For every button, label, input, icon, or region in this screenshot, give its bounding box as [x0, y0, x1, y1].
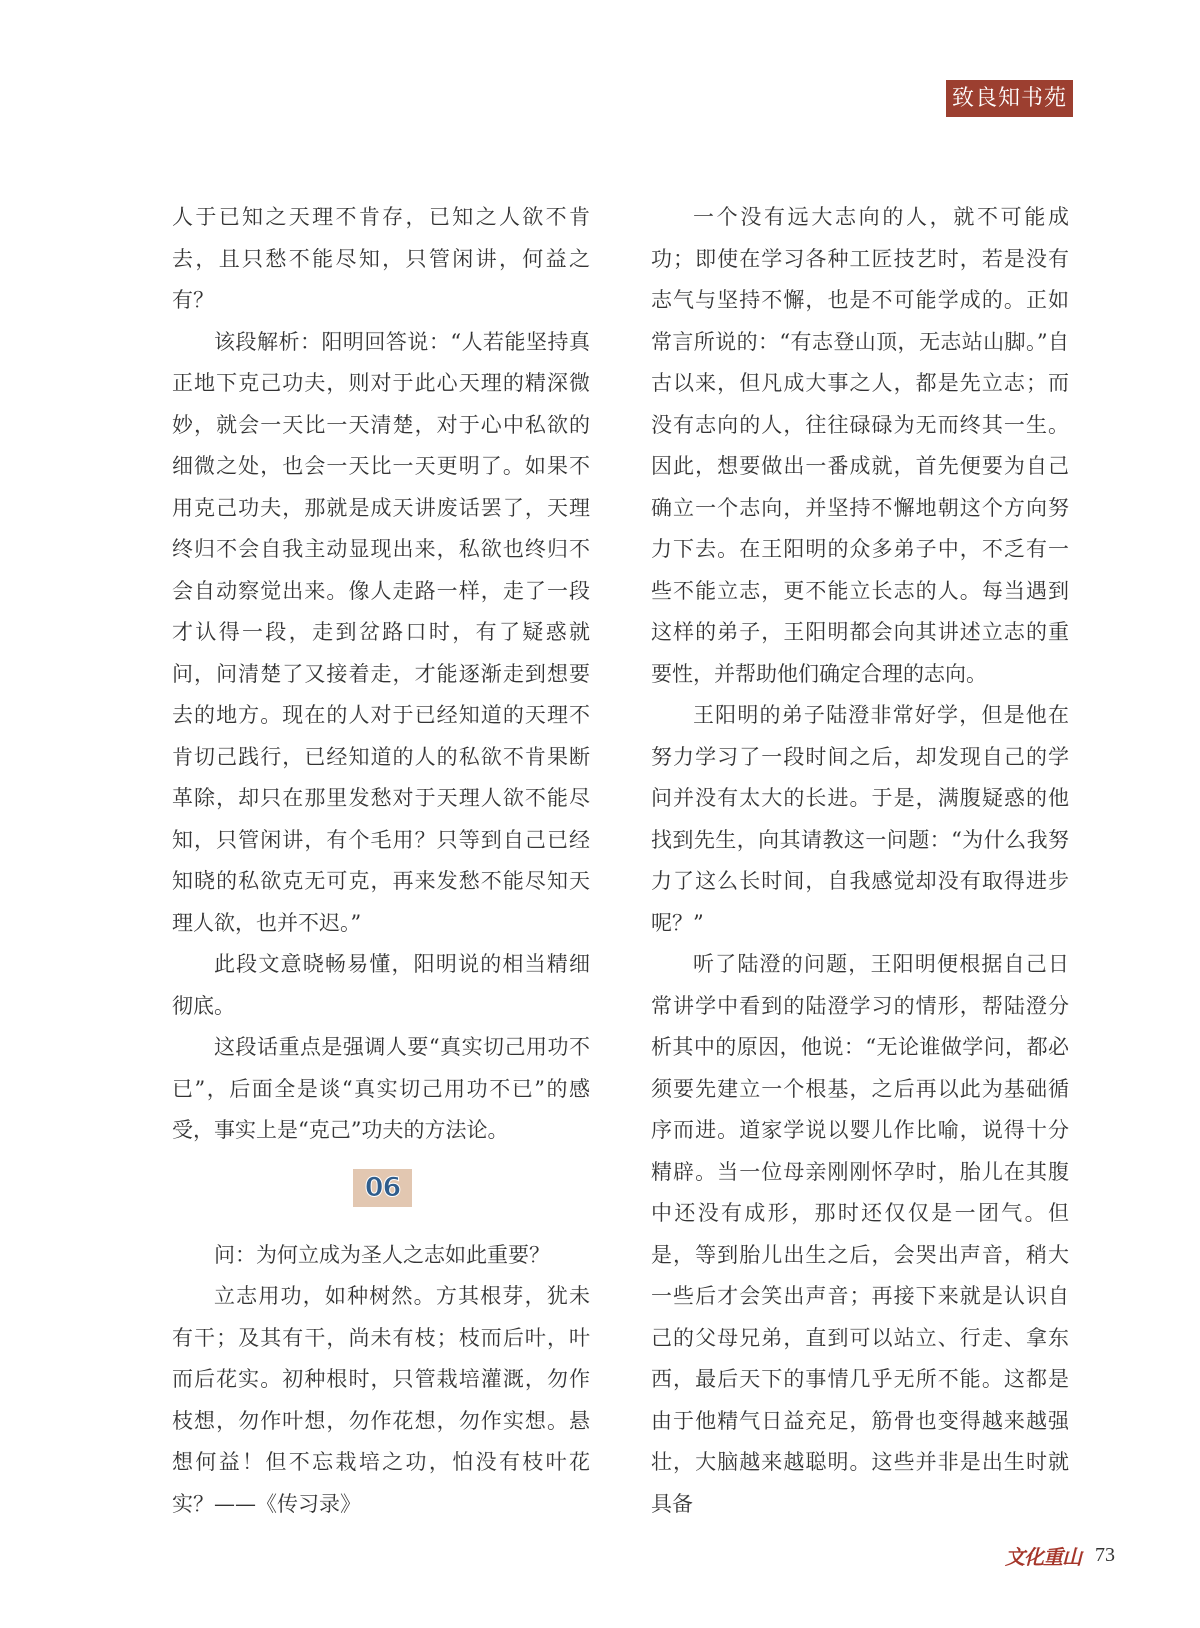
body-paragraph-r3: 听了陆澄的问题，王阳明便根据自己日常讲学中看到的陆澄学习的情形，帮陆澄分析其中的原因，他说：“无论谁做学问，都必须要先建立一个根基，之后再以此为基础循序而进。道家学说以婴儿作比喻，说得十分精辟。当一位母亲刚刚怀孕时，胎儿在其腹中还没有成形，那时还仅仅是一团气。但是，等到胎儿出生之后，会哭出声音，稍大一些后才会笑出声音；再接下来就是认识自己的父母兄弟，直到可以站立、行走、拿东西，最后天下的事情几乎无所不能。这都是由于他精气日益充足，筋骨也变得越来越强壮，大脑越来越聪明。这些并非是出生时就具备 [651, 952, 1069, 1516]
analysis-text: 阳明回答说：“人若能坚持真正地下克己功夫，则对于此心天理的精深微妙，就会一天比一天清楚，对于心中私欲的细微之处，也会一天比一天更明了。如果不用克己功夫，那就是成天讲废话罢了，天理终归不会自我主动显现出来，私欲也终归不会自动察觉出来。像人走路一样，走了一段才认得一段，走到岔路口时，有了疑惑就问，问清楚了又接着走，才能逐渐走到想要去的地方。现在的人对于已经知道的天理不肯切己践行，已经知道的人的私欲不肯果断革除，却只在那里发愁对于天理人欲不能尽知，只管闲讲，有个毛用？只等到自己已经知晓的私欲克无可克，再来发愁不能尽知天理人欲，也并不迟。” [172, 329, 590, 935]
right-column [651, 197, 1069, 1525]
body-paragraph-3: 此段文意晓畅易懂，阳明说的相当精细彻底。 [172, 952, 590, 1018]
body-paragraph-r1: 一个没有远大志向的人，就不可能成功；即使在学习各种工匠技艺时，若是没有志气与坚持不懈，也是不可能学成的。正如常言所说的：“有志登山顶，无志站山脚。”自古以来，但凡成大事之人，都是先立志；而没有志向的人，往往碌碌为无而终其一生。因此，想要做出一番成就，首先便要为自己确立一个志向，并坚持不懈地朝这个方向努力下去。在王阳明的众多弟子中，不乏有一些不能立志，更不能立长志的人。每当遇到这样的弟子，王阳明都会向其讲述立志的重要性，并帮助他们确定合理的志向。 [651, 205, 1069, 686]
section-number-badge [353, 1169, 412, 1207]
analysis-label: 该段解析： [214, 329, 322, 354]
body-paragraph-4: 这段话重点是强调人要“真实切己用功不已”，后面全是谈“真实切己用功不已”的感受，事实上是“克己”功夫的方法论。 [172, 1035, 590, 1142]
left-column [172, 197, 590, 1525]
section-title-badge: 致良知书苑 [946, 80, 1073, 117]
page-number: 73 [1095, 1543, 1115, 1566]
quote-paragraph-2: 立志用功，如种树然。方其根芽，犹未有干；及其有干，尚未有枝；枝而后叶，叶而后花实。初种根时，只管栽培灌溉，勿作枝想，勿作叶想，勿作花想，勿作实想。悬想何益！但不忘栽培之功，怕没有枝叶花实？——《传习录》 [172, 1284, 590, 1516]
magazine-logo: 文化重山 [1005, 1544, 1081, 1569]
analysis-paragraph [172, 322, 590, 945]
question-heading: 问：为何立成为圣人之志如此重要？ [214, 1242, 550, 1267]
quote-paragraph-1: 人于已知之天理不肯存，已知之人欲不肯去，且只愁不能尽知，只管闲讲，何益之有？ [172, 205, 590, 312]
section-number-block [172, 1152, 590, 1235]
section-number: 06 [364, 1171, 401, 1203]
page-footer [1005, 1537, 1115, 1573]
body-paragraph-r2: 王阳明的弟子陆澄非常好学，但是他在努力学习了一段时间之后，却发现自己的学问并没有太大的长进。于是，满腹疑惑的他找到先生，向其请教这一问题：“为什么我努力了这么长时间，自我感觉却没有取得进步呢？” [651, 703, 1069, 935]
